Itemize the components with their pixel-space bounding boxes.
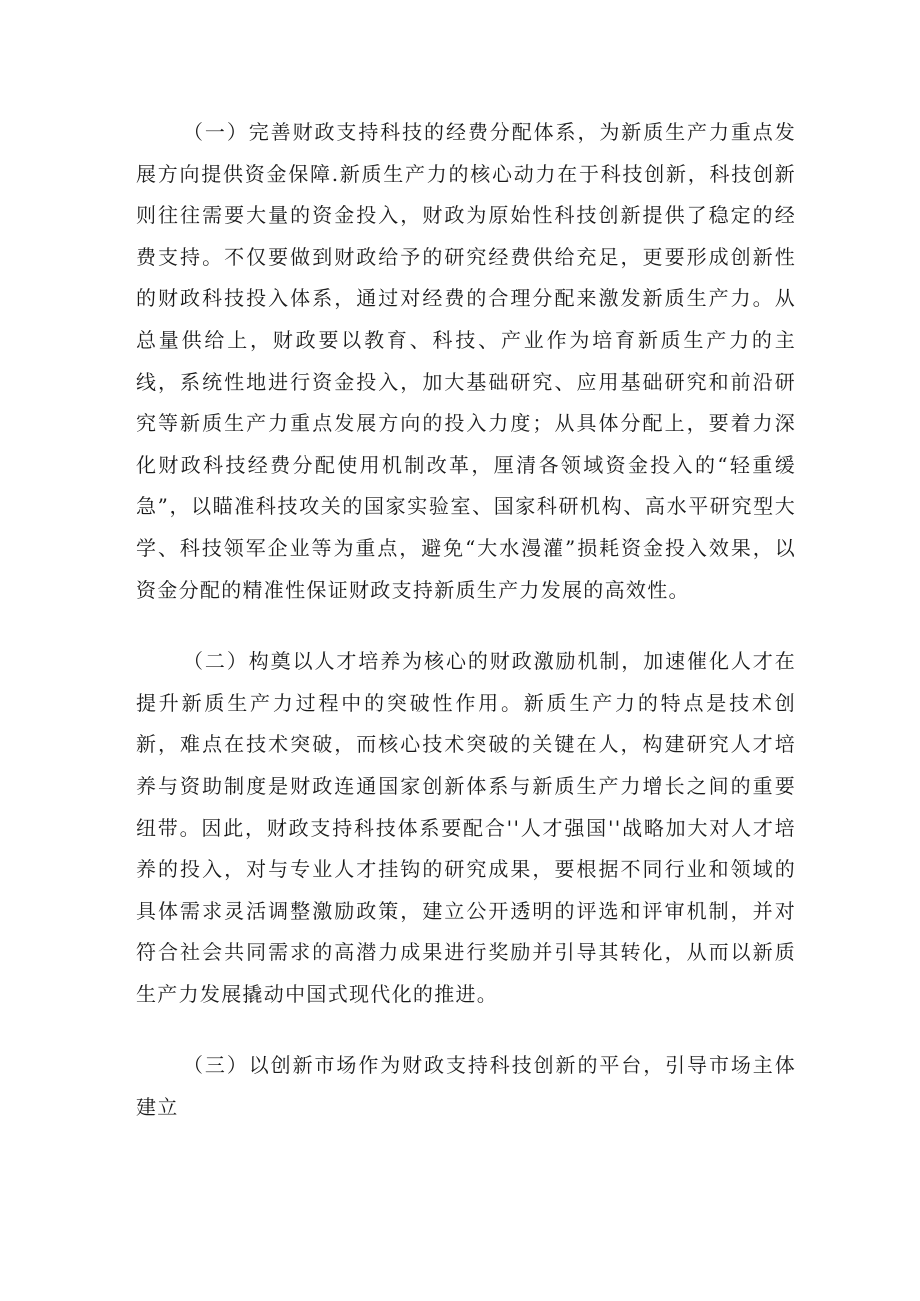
document-page: [136, 112, 796, 1129]
paragraph-1: （一）完善财政支持科技的经费分配体系，为新质生产力重点发展方向提供资金保障.新质生产力的核心动力在于科技创新，科技创新则往往需要大量的资金投入，财政为原始性科技创新提供了稳定的经费支持。不仅要做到财政给予的研究经费供给充足，更要形成创新性的财政科技投入体系，通过对经费的合理分配来激发新质生产力。从总量供给上，财政要以教育、科技、产业作为培育新质生产力的主线，系统性地进行资金投入，加大基础研究、应用基础研究和前沿研究等新质生产力重点发展方向的投入力度；从具体分配上，要着力深化财政科技经费分配使用机制改革，厘清各领域资金投入的“轻重缓急”，以瞄准科技攻关的国家实验室、国家科研机构、高水平研究型大学、科技领军企业等为重点，避免“大水漫灌”损耗资金投入效果，以资金分配的精准性保证财政支持新质生产力发展的高效性。: [136, 120, 796, 602]
paragraph-2: （二）构奠以人才培养为核心的财政激励机制，加速催化人才在提升新质生产力过程中的突破性作用。新质生产力的特点是技术创新，难点在技术突破，而核心技术突破的关键在人，构建研究人才培养与资助制度是财政连通国家创新体系与新质生产力增长之间的重要纽带。因此，财政支持科技体系要配合''人才强国''战略加大对人才培养的投入，对与专业人才挂钩的研究成果，要根据不同行业和领域的具体需求灵活调整激励政策，建立公开透明的评选和评审机制，并对符合社会共同需求的高潜力成果进行奖励并引导其转化，从而以新质生产力发展撬动中国式现代化的推进。: [136, 649, 796, 1006]
paragraph-3: （三）以创新市场作为财政支持科技创新的平台，引导市场主体建立: [136, 1053, 796, 1120]
